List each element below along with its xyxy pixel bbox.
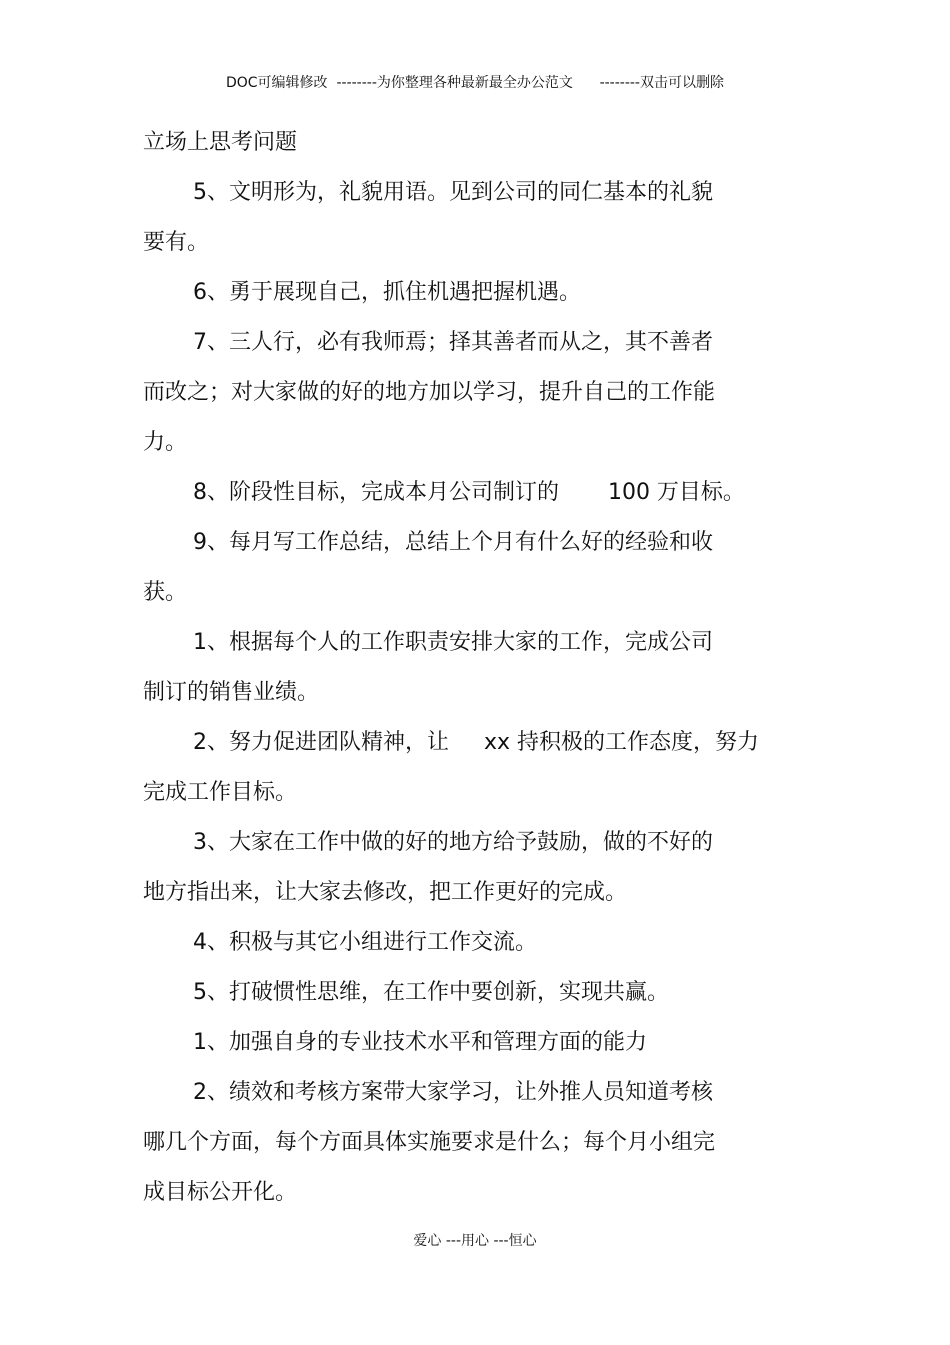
text-line: 8、阶段性目标，完成本月公司制订的 100 万目标。	[193, 480, 745, 505]
text-line: 立场上思考问题	[143, 130, 298, 155]
text-line: 要有。	[143, 230, 210, 255]
text-line: 力。	[143, 430, 188, 455]
text-line: 5、文明形为，礼貌用语。见到公司的同仁基本的礼貌	[193, 180, 713, 205]
text-line: 地方指出来，让大家去修改，把工作更好的完成。	[143, 880, 628, 905]
text-line: 7、三人行，必有我师焉；择其善者而从之，其不善者	[193, 330, 713, 355]
text-line: 完成工作目标。	[143, 780, 298, 805]
text-line: 6、勇于展现自己，抓住机遇把握机遇。	[193, 280, 581, 305]
text-line: 5、打破惯性思维，在工作中要创新，实现共赢。	[193, 980, 669, 1005]
page-header: DOC可编辑修改 --------为你整理各种最新最全办公范文 --------双击可以删除	[225, 75, 724, 91]
text-line: 2、绩效和考核方案带大家学习，让外推人员知道考核	[193, 1080, 713, 1105]
text-line: 而改之；对大家做的好的地方加以学习，提升自己的工作能	[143, 380, 716, 405]
text-line: 2、努力促进团队精神，让 xx 持积极的工作态度，努力	[193, 730, 759, 755]
text-line: 获。	[143, 580, 188, 605]
text-line: 9、每月写工作总结，总结上个月有什么好的经验和收	[193, 530, 713, 555]
text-line: 1、根据每个人的工作职责安排大家的工作，完成公司	[193, 630, 713, 655]
text-line: 1、加强自身的专业技术水平和管理方面的能力	[193, 1030, 647, 1055]
text-line: 4、积极与其它小组进行工作交流。	[193, 930, 537, 955]
text-line: 制订的销售业绩。	[143, 680, 320, 705]
text-line: 3、大家在工作中做的好的地方给予鼓励，做的不好的	[193, 830, 713, 855]
text-line: 哪几个方面，每个方面具体实施要求是什么；每个月小组完	[143, 1130, 716, 1155]
text-line: 成目标公开化。	[143, 1180, 298, 1205]
page-footer: 爱心 ---用心 ---恒心	[413, 1233, 537, 1249]
